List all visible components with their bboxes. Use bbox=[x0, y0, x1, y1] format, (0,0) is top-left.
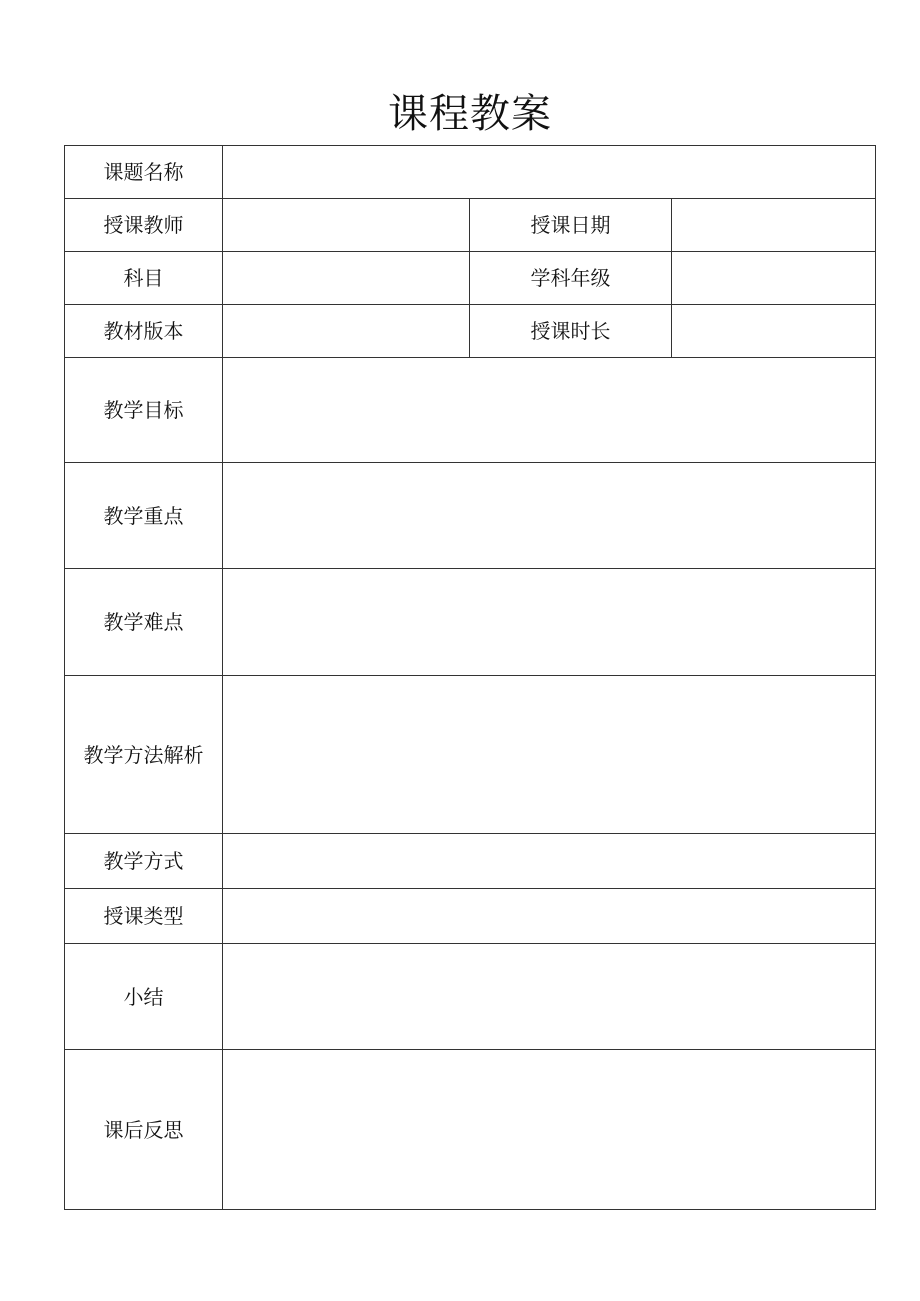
field-reflection[interactable] bbox=[223, 1050, 876, 1210]
label-objectives: 教学目标 bbox=[65, 358, 223, 463]
label-topic: 课题名称 bbox=[65, 146, 223, 199]
lesson-plan-table bbox=[64, 145, 876, 1210]
label-grade: 学科年级 bbox=[470, 252, 672, 305]
field-key-points[interactable] bbox=[223, 463, 876, 569]
row-teacher-date bbox=[65, 199, 876, 252]
label-summary: 小结 bbox=[65, 944, 223, 1050]
row-difficulties bbox=[65, 569, 876, 676]
label-difficulties: 教学难点 bbox=[65, 569, 223, 676]
label-duration: 授课时长 bbox=[470, 305, 672, 358]
row-objectives bbox=[65, 358, 876, 463]
row-mode bbox=[65, 834, 876, 889]
label-key-points: 教学重点 bbox=[65, 463, 223, 569]
row-topic bbox=[65, 146, 876, 199]
field-duration[interactable] bbox=[672, 305, 876, 358]
field-methods[interactable] bbox=[223, 676, 876, 834]
field-subject[interactable] bbox=[223, 252, 470, 305]
label-date: 授课日期 bbox=[470, 199, 672, 252]
row-summary bbox=[65, 944, 876, 1050]
row-key-points bbox=[65, 463, 876, 569]
field-grade[interactable] bbox=[672, 252, 876, 305]
label-methods: 教学方法解析 bbox=[65, 676, 223, 834]
label-mode: 教学方式 bbox=[65, 834, 223, 889]
page-title: 课程教案 bbox=[388, 91, 552, 137]
label-edition: 教材版本 bbox=[65, 305, 223, 358]
field-teacher[interactable] bbox=[223, 199, 470, 252]
row-methods bbox=[65, 676, 876, 834]
field-lesson-type[interactable] bbox=[223, 889, 876, 944]
row-lesson-type bbox=[65, 889, 876, 944]
label-subject: 科目 bbox=[65, 252, 223, 305]
field-topic[interactable] bbox=[223, 146, 876, 199]
field-summary[interactable] bbox=[223, 944, 876, 1050]
field-difficulties[interactable] bbox=[223, 569, 876, 676]
field-edition[interactable] bbox=[223, 305, 470, 358]
label-lesson-type: 授课类型 bbox=[65, 889, 223, 944]
row-edition-duration bbox=[65, 305, 876, 358]
label-teacher: 授课教师 bbox=[65, 199, 223, 252]
field-date[interactable] bbox=[672, 199, 876, 252]
field-mode[interactable] bbox=[223, 834, 876, 889]
field-objectives[interactable] bbox=[223, 358, 876, 463]
row-subject-grade bbox=[65, 252, 876, 305]
label-reflection: 课后反思 bbox=[65, 1050, 223, 1210]
row-reflection bbox=[65, 1050, 876, 1210]
